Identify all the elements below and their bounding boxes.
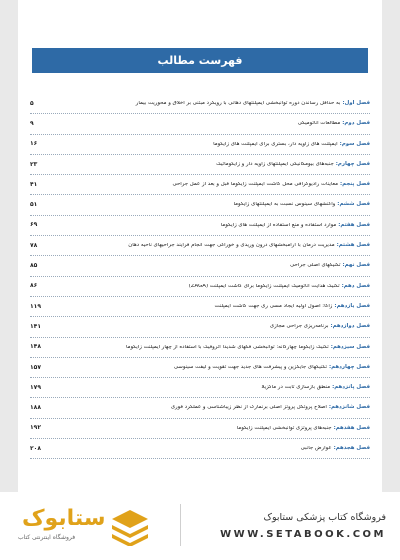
toc-entry[interactable]: [30, 398, 370, 418]
toc-entry[interactable]: [30, 175, 370, 195]
chapter-title: واکنشهای سینوس نسبت به ایمپلنتهای زایگوما: [233, 202, 336, 208]
chapter-title: منطق بازسازی ثابت در ماگزیلا: [261, 385, 331, 391]
toc-entry[interactable]: [30, 317, 370, 337]
chapter-label: فصل پانزدهم:: [332, 384, 370, 391]
chapter-label: فصل پنجم:: [339, 181, 370, 188]
chapter-label: فصل دوم:: [342, 120, 370, 127]
logo-tagline: فروشگاه اینترنتی کتاب: [18, 534, 76, 541]
page-number: ۷۸: [30, 241, 38, 249]
book-stack-icon: [110, 506, 150, 546]
toc-entry[interactable]: [30, 135, 370, 155]
footer: [0, 492, 400, 560]
toc-entry[interactable]: [30, 155, 370, 175]
chapter-title: تکنیک هدایت آناتومیک ایمپلنت زایگوما برای کاشت ایمپلنت (ZAGA): [188, 283, 340, 289]
chapter-title: اصلاح پروتکل پروتز اصلی برنمارک از نظر زیباشناسی و عملکرد فوری: [170, 405, 327, 411]
chapter-label: فصل هفدهم:: [333, 424, 370, 431]
chapter-label: فصل هجدهم:: [333, 444, 370, 451]
toc-entry[interactable]: [30, 338, 370, 358]
shop-name: فروشگاه کتاب پزشکی ستابوک: [263, 512, 386, 523]
toc-entry[interactable]: [30, 419, 370, 439]
chapter-label: فصل سیزدهم:: [330, 343, 370, 350]
toc-entry[interactable]: [30, 439, 370, 459]
chapter-title: تکنیکهای اصلی جراحی: [290, 263, 341, 269]
page-number: ۶۹: [30, 221, 38, 229]
chapter-title: تکنیک زایگوما چهارگانه: توانبخشی فکهای شدیداً آتروفیک با استفاده از چهار ایمپلنت زایگوما: [125, 344, 329, 350]
toc-entry[interactable]: [30, 277, 370, 297]
setabook-logo[interactable]: [14, 504, 164, 550]
chapter-label: فصل چهاردهم:: [329, 363, 370, 370]
page-number: ۵: [30, 99, 34, 107]
chapter-title: تکنیکهای جایگزین و پیشرفت های جدید جهت تقویت و لیفت سینوسی: [173, 364, 327, 370]
chapter-label: فصل دوازدهم:: [330, 323, 370, 330]
chapter-label: فصل دهم:: [341, 282, 370, 289]
toc-entry[interactable]: [30, 195, 370, 215]
page-number: ۸۶: [30, 282, 38, 290]
page-number: ۸۵: [30, 262, 38, 270]
page-number: ۱۵۷: [30, 363, 41, 371]
toc-list: [30, 94, 370, 459]
chapter-title: جنبه‌های بیومکانیکی ایمپلنتهای زاویه دار و زایگوماتیک: [216, 161, 334, 167]
chapter-title: معاینات رادیوگرافی محل کاشت ایمپلنت زایگوما قبل و بعد از عمل جراحی: [172, 182, 338, 188]
page-number: ۱۹۲: [30, 424, 41, 432]
toc-entry[interactable]: [30, 256, 370, 276]
chapter-label: فصل نهم:: [342, 262, 370, 269]
chapter-label: فصل شانزدهم:: [328, 404, 370, 411]
chapter-label: فصل ششم:: [337, 201, 370, 208]
toc-entry[interactable]: [30, 216, 370, 236]
toc-entry[interactable]: [30, 378, 370, 398]
page-number: ۱۴۸: [30, 343, 41, 351]
chapter-label: فصل چهارم:: [335, 160, 370, 167]
page-number: ۱۱۹: [30, 302, 41, 310]
page-number: ۹: [30, 119, 34, 127]
page-number: ۵۱: [30, 201, 38, 209]
chapter-title: به حداقل رساندن دوره توانبخشی ایمپلنتهای دهانی با رویکرد مبتنی بر اخلاق و محوریت بیمار: [135, 100, 341, 106]
page-number: ۴۱: [30, 180, 38, 188]
chapter-title: برنامه‌ریزی جراحی مجازی: [269, 324, 329, 330]
chapter-label: فصل اول:: [342, 99, 370, 106]
toc-entry[interactable]: [30, 236, 370, 256]
chapter-title: جنبه‌های پروتزی توانبخشی ایمپلنت زایگوما: [236, 425, 332, 431]
toc-entry[interactable]: [30, 297, 370, 317]
site-url[interactable]: WWW.SETABOOK.COM: [220, 529, 386, 540]
page-number: ۱۴۱: [30, 322, 41, 330]
toc-banner: [32, 48, 368, 73]
page-number: ۲۳: [30, 160, 38, 168]
page-title: فهرست مطالب: [157, 54, 243, 67]
chapter-title: مدیریت درمان با آرامبخشهای درون وریدی و خوراکی جهت انجام فرآیند جراحیهای ناحیه دهان: [128, 243, 335, 249]
chapter-title: ایمپلنت های زاویه دار، بستری برای ایمپلنت های زایگوما: [213, 141, 338, 147]
toc-entry[interactable]: [30, 358, 370, 378]
page-number: ۱۶: [30, 140, 38, 148]
chapter-title: زاگا: اصول اولیه ایجاد مسی ری جهت کاشت ایمپلنت: [214, 303, 333, 309]
page-number: ۱۷۹: [30, 383, 41, 391]
page-number: ۱۸۸: [30, 404, 41, 412]
chapter-title: عوارض جانبی: [300, 445, 332, 451]
chapter-title: مطالعات آناتومیکی: [297, 121, 341, 127]
footer-divider: [180, 504, 181, 546]
logo-wordmark: ستابوک: [22, 506, 106, 531]
chapter-label: فصل سوم:: [339, 140, 370, 147]
chapter-label: فصل یازدهم:: [334, 302, 370, 309]
page-number: ۲۰۸: [30, 444, 41, 452]
chapter-title: موارد استفاده و منع استفاده از ایمپلنت های زایگوما: [220, 222, 337, 228]
toc-entry[interactable]: [30, 94, 370, 114]
toc-entry[interactable]: [30, 114, 370, 134]
chapter-label: فصل هفتم:: [338, 221, 370, 228]
chapter-label: فصل هشتم:: [336, 242, 370, 249]
